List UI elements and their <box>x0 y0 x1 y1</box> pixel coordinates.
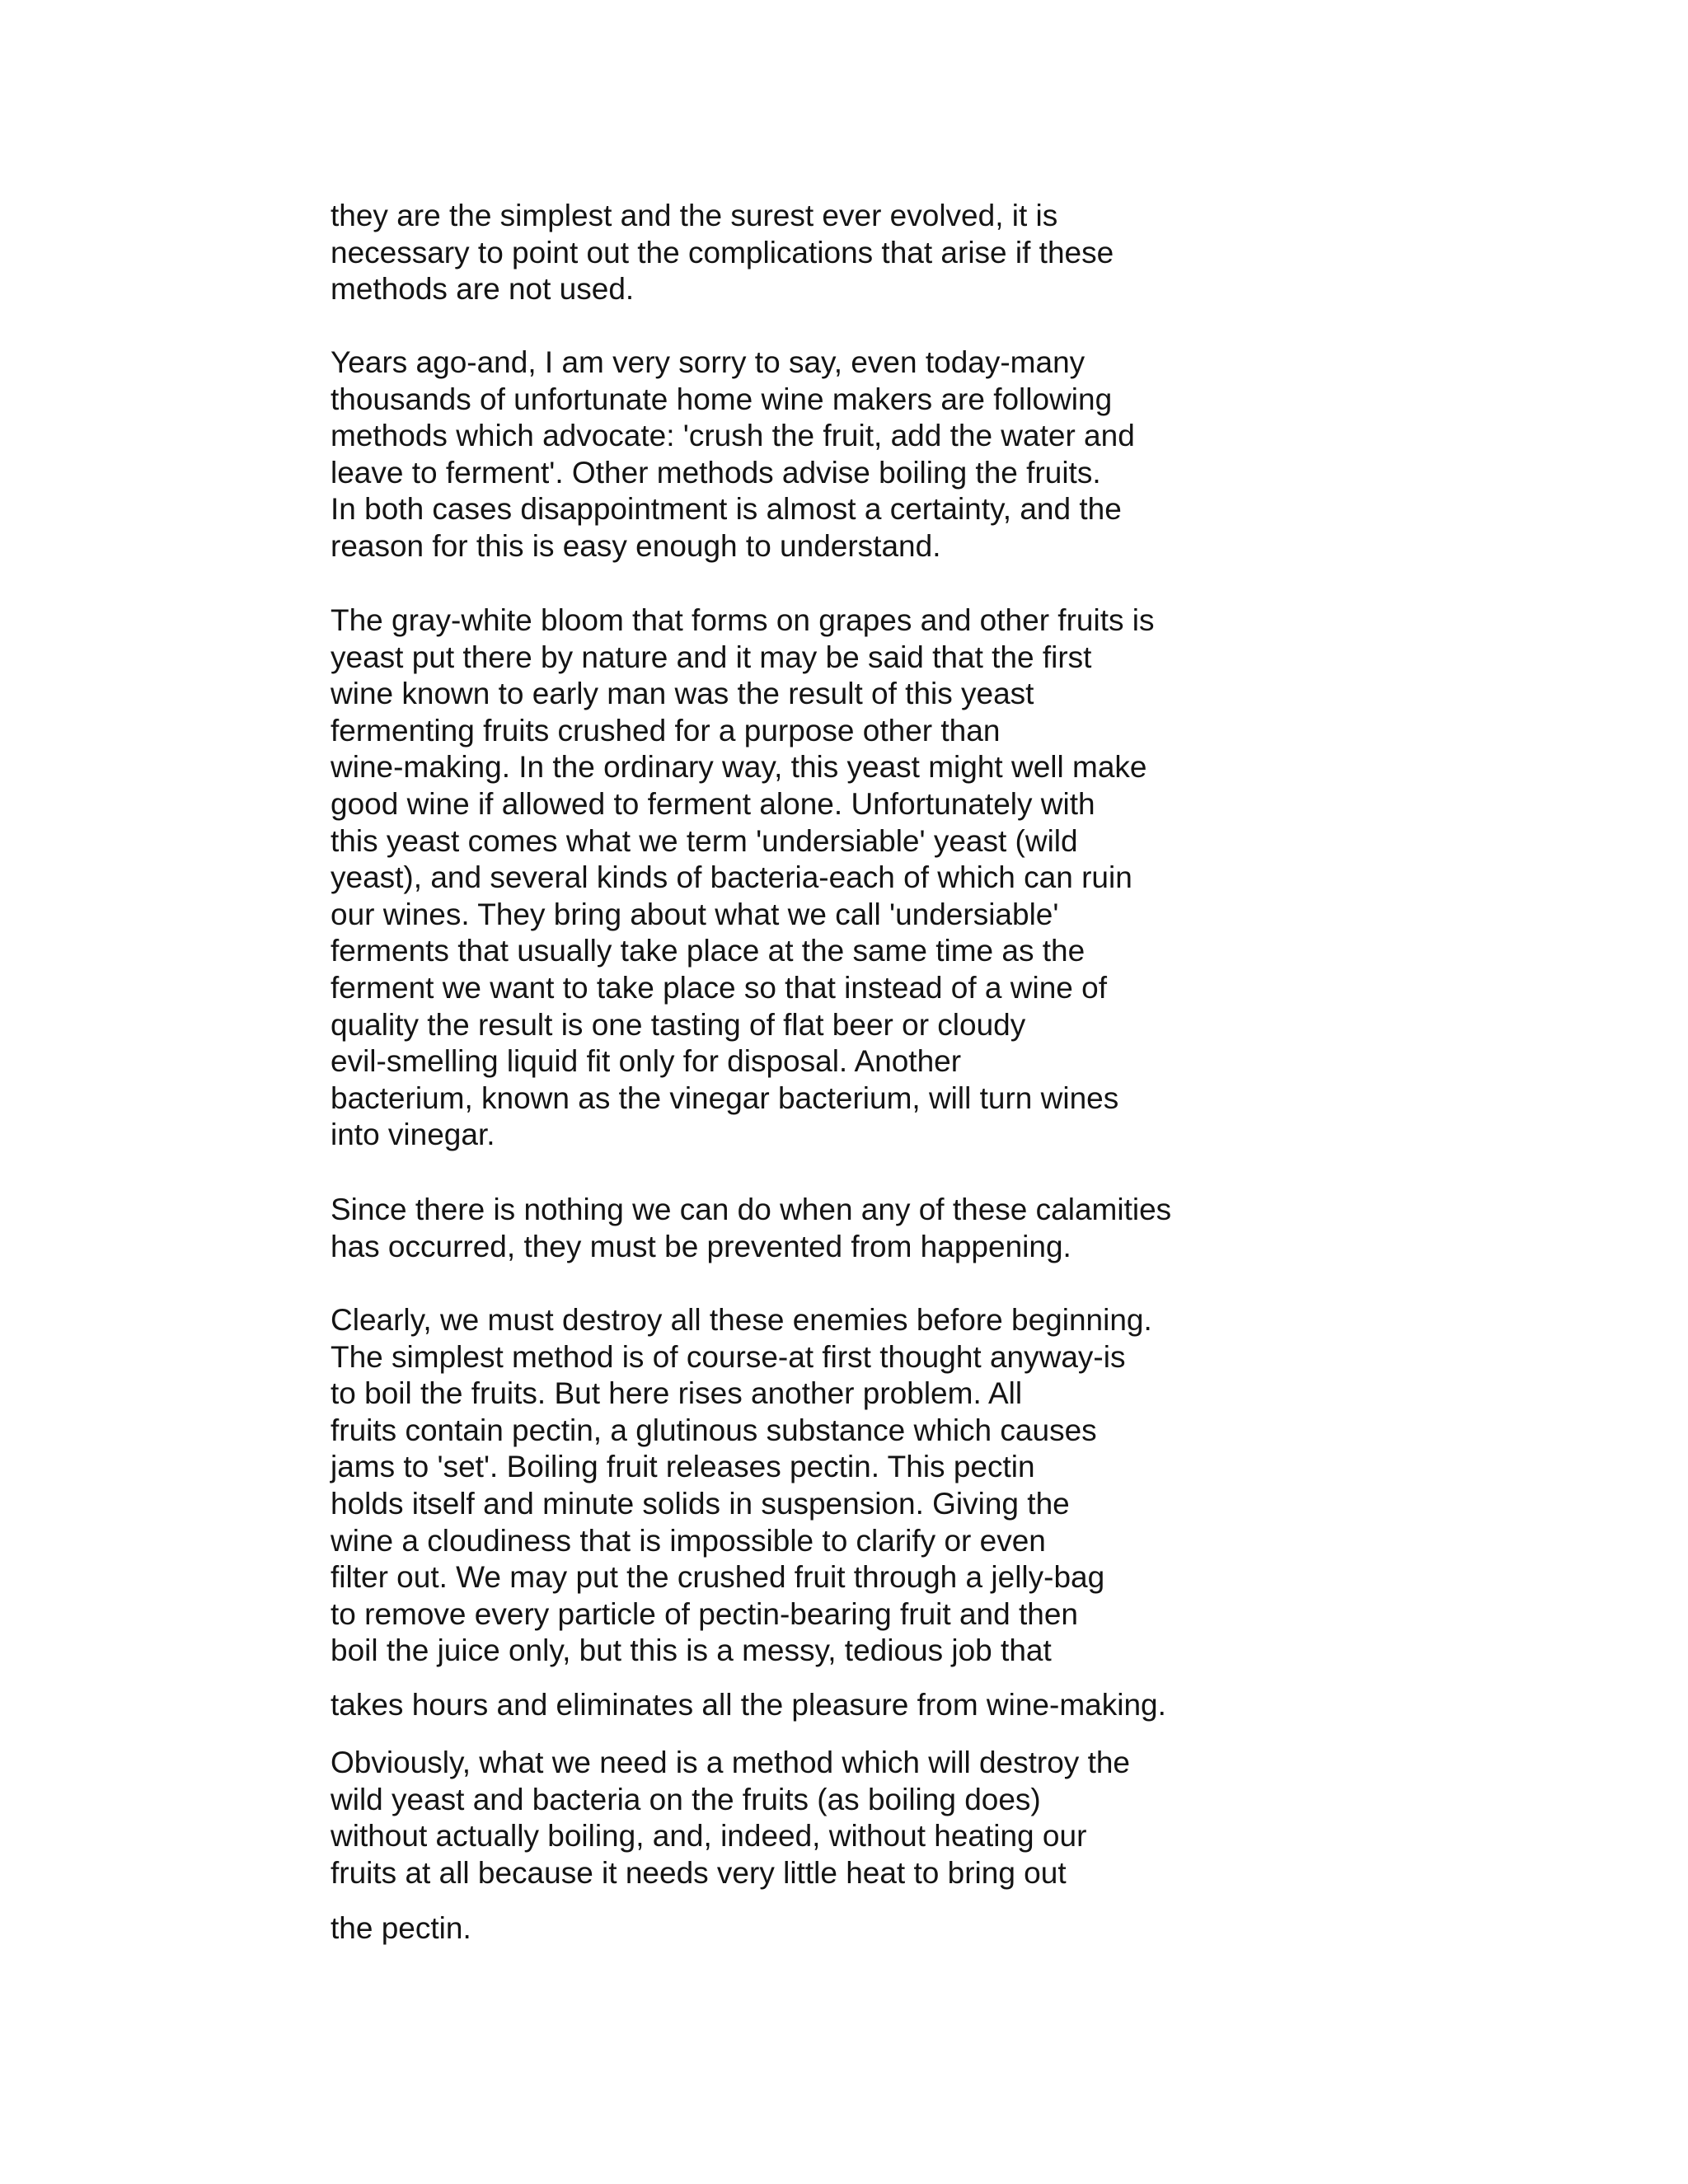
text-line: quality the result is one tasting of flat beer or cloudy <box>331 1007 1026 1042</box>
text-line: Clearly, we must destroy all these enemies before beginning. <box>331 1303 1152 1337</box>
paragraph-1 <box>331 198 1114 308</box>
text-line: the pectin. <box>331 1911 471 1945</box>
text-line: fermenting fruits crushed for a purpose other than <box>331 713 1001 748</box>
text-line: necessary to point out the complications that arise if these <box>331 235 1114 269</box>
paragraph-4 <box>331 1192 1171 1265</box>
text-line: The simplest method is of course-at first thought anyway-is <box>331 1339 1126 1374</box>
text-line: leave to ferment'. Other methods advise boiling the fruits. <box>331 455 1101 490</box>
text-line: methods are not used. <box>331 272 635 307</box>
text-line: ferment we want to take place so that instead of a wine of <box>331 970 1107 1005</box>
text-line: takes hours and eliminates all the pleasure from wine-making. <box>331 1688 1166 1722</box>
text-line: to boil the fruits. But here rises another problem. All <box>331 1376 1023 1411</box>
paragraph-5 <box>331 1302 1152 1670</box>
text-line: to remove every particle of pectin-bearing fruit and then <box>331 1596 1078 1631</box>
text-line: our wines. They bring about what we call 'undersiable' <box>331 897 1059 931</box>
text-line: methods which advocate: 'crush the fruit, add the water and <box>331 419 1135 453</box>
text-line: this yeast comes what we term 'undersiable' yeast (wild <box>331 823 1078 858</box>
text-line: fruits contain pectin, a glutinous substance which causes <box>331 1413 1097 1447</box>
text-line: Obviously, what we need is a method which will destroy the <box>331 1746 1131 1779</box>
text-line: boil the juice only, but this is a messy, tedious job that <box>331 1633 1052 1668</box>
text-line: reason for this is easy enough to understand. <box>331 528 941 563</box>
paragraph-6 <box>331 1687 1166 1724</box>
paragraph-3 <box>331 602 1154 1154</box>
paragraph-2 <box>331 344 1135 565</box>
paragraph-8 <box>331 1910 471 1947</box>
text-line: thousands of unfortunate home wine makers are following <box>331 382 1113 416</box>
paragraph-7 <box>331 1745 1130 1891</box>
text-line: bacterium, known as the vinegar bacterium, will turn wines <box>331 1080 1119 1115</box>
text-line: filter out. We may put the crushed fruit through a jelly-bag <box>331 1560 1105 1595</box>
text-line: In both cases disappointment is almost a certainty, and the <box>331 492 1122 527</box>
text-line: they are the simplest and the surest ever evolved, it is <box>331 199 1058 232</box>
text-line: wild yeast and bacteria on the fruits (as boiling does) <box>331 1782 1041 1816</box>
text-line: yeast), and several kinds of bacteria-each of which can ruin <box>331 860 1132 895</box>
text-line: ferments that usually take place at the same time as the <box>331 934 1085 968</box>
text-line: holds itself and minute solids in suspension. Giving the <box>331 1486 1070 1521</box>
text-line: has occurred, they must be prevented from happening. <box>331 1229 1071 1263</box>
text-line: The gray-white bloom that forms on grapes and other fruits is <box>331 603 1155 637</box>
text-line: good wine if allowed to ferment alone. Unfortunately with <box>331 786 1095 821</box>
text-line: wine known to early man was the result of this yeast <box>331 677 1034 711</box>
text-line: wine a cloudiness that is impossible to clarify or even <box>331 1523 1046 1558</box>
text-line: wine-making. In the ordinary way, this yeast might well make <box>331 750 1147 785</box>
text-line: without actually boiling, and, indeed, without heating our <box>331 1819 1087 1854</box>
text-line: yeast put there by nature and it may be said that the first <box>331 640 1092 674</box>
text-line: fruits at all because it needs very little heat to bring out <box>331 1855 1067 1890</box>
text-line: Since there is nothing we can do when any of these calamities <box>331 1193 1172 1226</box>
text-line: Years ago-and, I am very sorry to say, even today-many <box>331 345 1085 379</box>
text-line: into vinegar. <box>331 1118 495 1152</box>
text-line: evil-smelling liquid fit only for disposal. Another <box>331 1044 962 1079</box>
text-line: jams to 'set'. Boiling fruit releases pectin. This pectin <box>331 1450 1035 1484</box>
